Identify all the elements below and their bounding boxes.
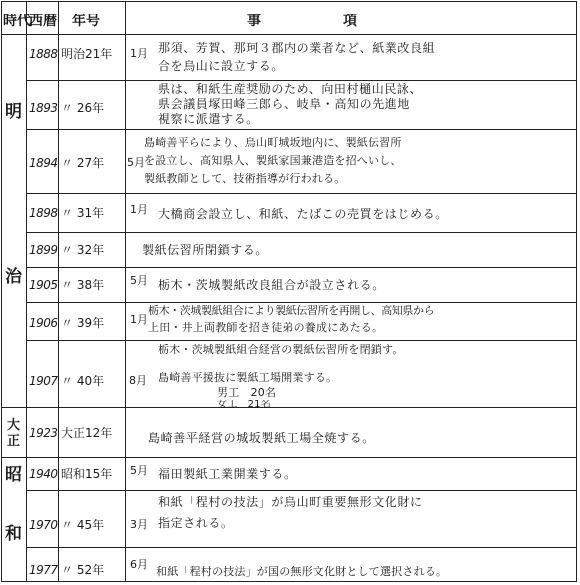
row-event-line: 視察に派遣する。 — [158, 113, 259, 125]
column-divider — [26, 2, 27, 581]
row-era: 〃 39年 — [61, 317, 105, 329]
row-divider — [26, 302, 576, 303]
period-meiji-char-2: 治 — [5, 267, 22, 287]
row-era: 〃 27年 — [61, 157, 105, 169]
row-month: 1月 — [130, 48, 148, 59]
row-year: 1940 — [29, 468, 58, 480]
era-divider-taisho — [2, 407, 576, 408]
row-event-line: 大橋商会設立し、和紙、たばこの売買をはじめる。 — [158, 208, 448, 220]
column-divider — [58, 2, 59, 581]
era-divider-showa — [2, 457, 576, 458]
row-divider — [26, 129, 576, 130]
row-divider — [26, 340, 576, 341]
row-month: 1月 — [130, 314, 148, 325]
row-era: 〃 31年 — [61, 207, 105, 219]
period-showa-char-2: 和 — [5, 524, 22, 544]
row-divider — [26, 80, 576, 81]
row-event-line: 上田・井上両教師を招き徒弟の養成にあたる。 — [148, 322, 384, 333]
row-year: 1923 — [29, 427, 58, 439]
row-year: 1977 — [29, 564, 58, 576]
row-year: 1905 — [29, 279, 58, 291]
header-event: 事 項 — [247, 14, 359, 28]
row-era: 〃 45年 — [61, 519, 105, 531]
header-divider — [2, 34, 576, 35]
row-divider — [26, 193, 576, 194]
row-month: 1月 — [130, 204, 148, 215]
period-taisho-char-1: 大 — [7, 418, 21, 433]
row-divider — [26, 490, 576, 491]
row-month: 6月 — [130, 559, 148, 570]
row-event-line: 男工 20名 — [217, 387, 277, 398]
row-year: 1970 — [29, 519, 58, 531]
row-event-line: 和紙「程村の技法」が烏山町重要無形文化財に — [158, 496, 423, 508]
period-showa-char-1: 昭 — [5, 465, 22, 485]
row-divider — [26, 267, 576, 268]
row-era: 明治21年 — [61, 48, 113, 60]
row-event-line: 女工 21名 — [217, 400, 271, 410]
row-month: 5月 — [127, 157, 145, 168]
row-event-line: 島崎善平らにより、烏山町城坂地内に、製紙伝習所 — [144, 137, 402, 148]
period-meiji-char-1: 明 — [5, 102, 22, 122]
row-month: 3月 — [130, 519, 148, 530]
row-divider — [26, 547, 576, 548]
chronology-table — [1, 1, 577, 582]
row-event-line: 福田製紙工業開業する。 — [158, 468, 297, 480]
row-event-line: 栃木・茨城製紙組合経営の製紙伝習所を閉鎖す。 — [158, 344, 404, 355]
row-year: 1888 — [29, 48, 58, 60]
row-month: 5月 — [130, 275, 148, 286]
row-era: 昭和15年 — [61, 468, 113, 480]
row-era: 〃 52年 — [61, 564, 105, 576]
row-year: 1898 — [29, 207, 58, 219]
row-year: 1893 — [29, 102, 58, 114]
row-event-line: 県会議員塚田峰三郎ら、岐阜・高知の先進地 — [158, 98, 411, 110]
row-event-line: 島崎善平援抜に製紙工場開業する。 — [158, 372, 338, 383]
header-period: 時代 — [3, 14, 31, 28]
row-event-line: 和紙「程村の技法」が国の無形文化財として選択される。 — [156, 566, 448, 577]
row-year: 1894 — [29, 157, 58, 169]
row-year: 1907 — [29, 375, 58, 387]
row-event-line: を設立し、高知県人、製紙家国兼港造を招へいし、 — [144, 155, 402, 166]
row-event-line: 指定される。 — [158, 517, 234, 529]
row-event-line: 合を烏山に設立する。 — [158, 60, 285, 72]
column-divider — [125, 2, 126, 581]
row-event-line: 栃木・茨城製紙組合により製紙伝習所を再開し、高知県から — [148, 305, 435, 316]
row-year: 1899 — [29, 244, 58, 256]
row-era: 〃 38年 — [61, 279, 105, 291]
row-divider — [26, 232, 576, 233]
row-event-line: 製紙伝習所閉鎖する。 — [142, 244, 269, 256]
row-era: 〃 26年 — [61, 102, 105, 114]
row-month: 8月 — [129, 375, 147, 386]
row-event-line: 島崎善平経営の城坂製紙工場全焼する。 — [148, 432, 375, 444]
row-era: 大正12年 — [61, 427, 113, 439]
row-year: 1906 — [29, 317, 58, 329]
row-era: 〃 32年 — [61, 244, 105, 256]
row-month: 5月 — [130, 465, 148, 476]
period-taisho-char-2: 正 — [7, 434, 21, 449]
header-year-era: 年号 — [72, 14, 100, 28]
row-event-line: 県は、和紙生産奨励のため、向田村樋山民詠、 — [158, 83, 423, 95]
row-event-line: 製紙教師として、技術指導が行われる。 — [144, 173, 346, 184]
row-era: 〃 40年 — [61, 375, 105, 387]
row-event-line: 栃木・茨城製紙改良組合が設立される。 — [158, 279, 385, 291]
header-year-western: 西暦 — [29, 14, 57, 28]
row-event-line: 那須、芳賀、那珂３郡内の業者など、紙業改良組 — [158, 42, 436, 54]
